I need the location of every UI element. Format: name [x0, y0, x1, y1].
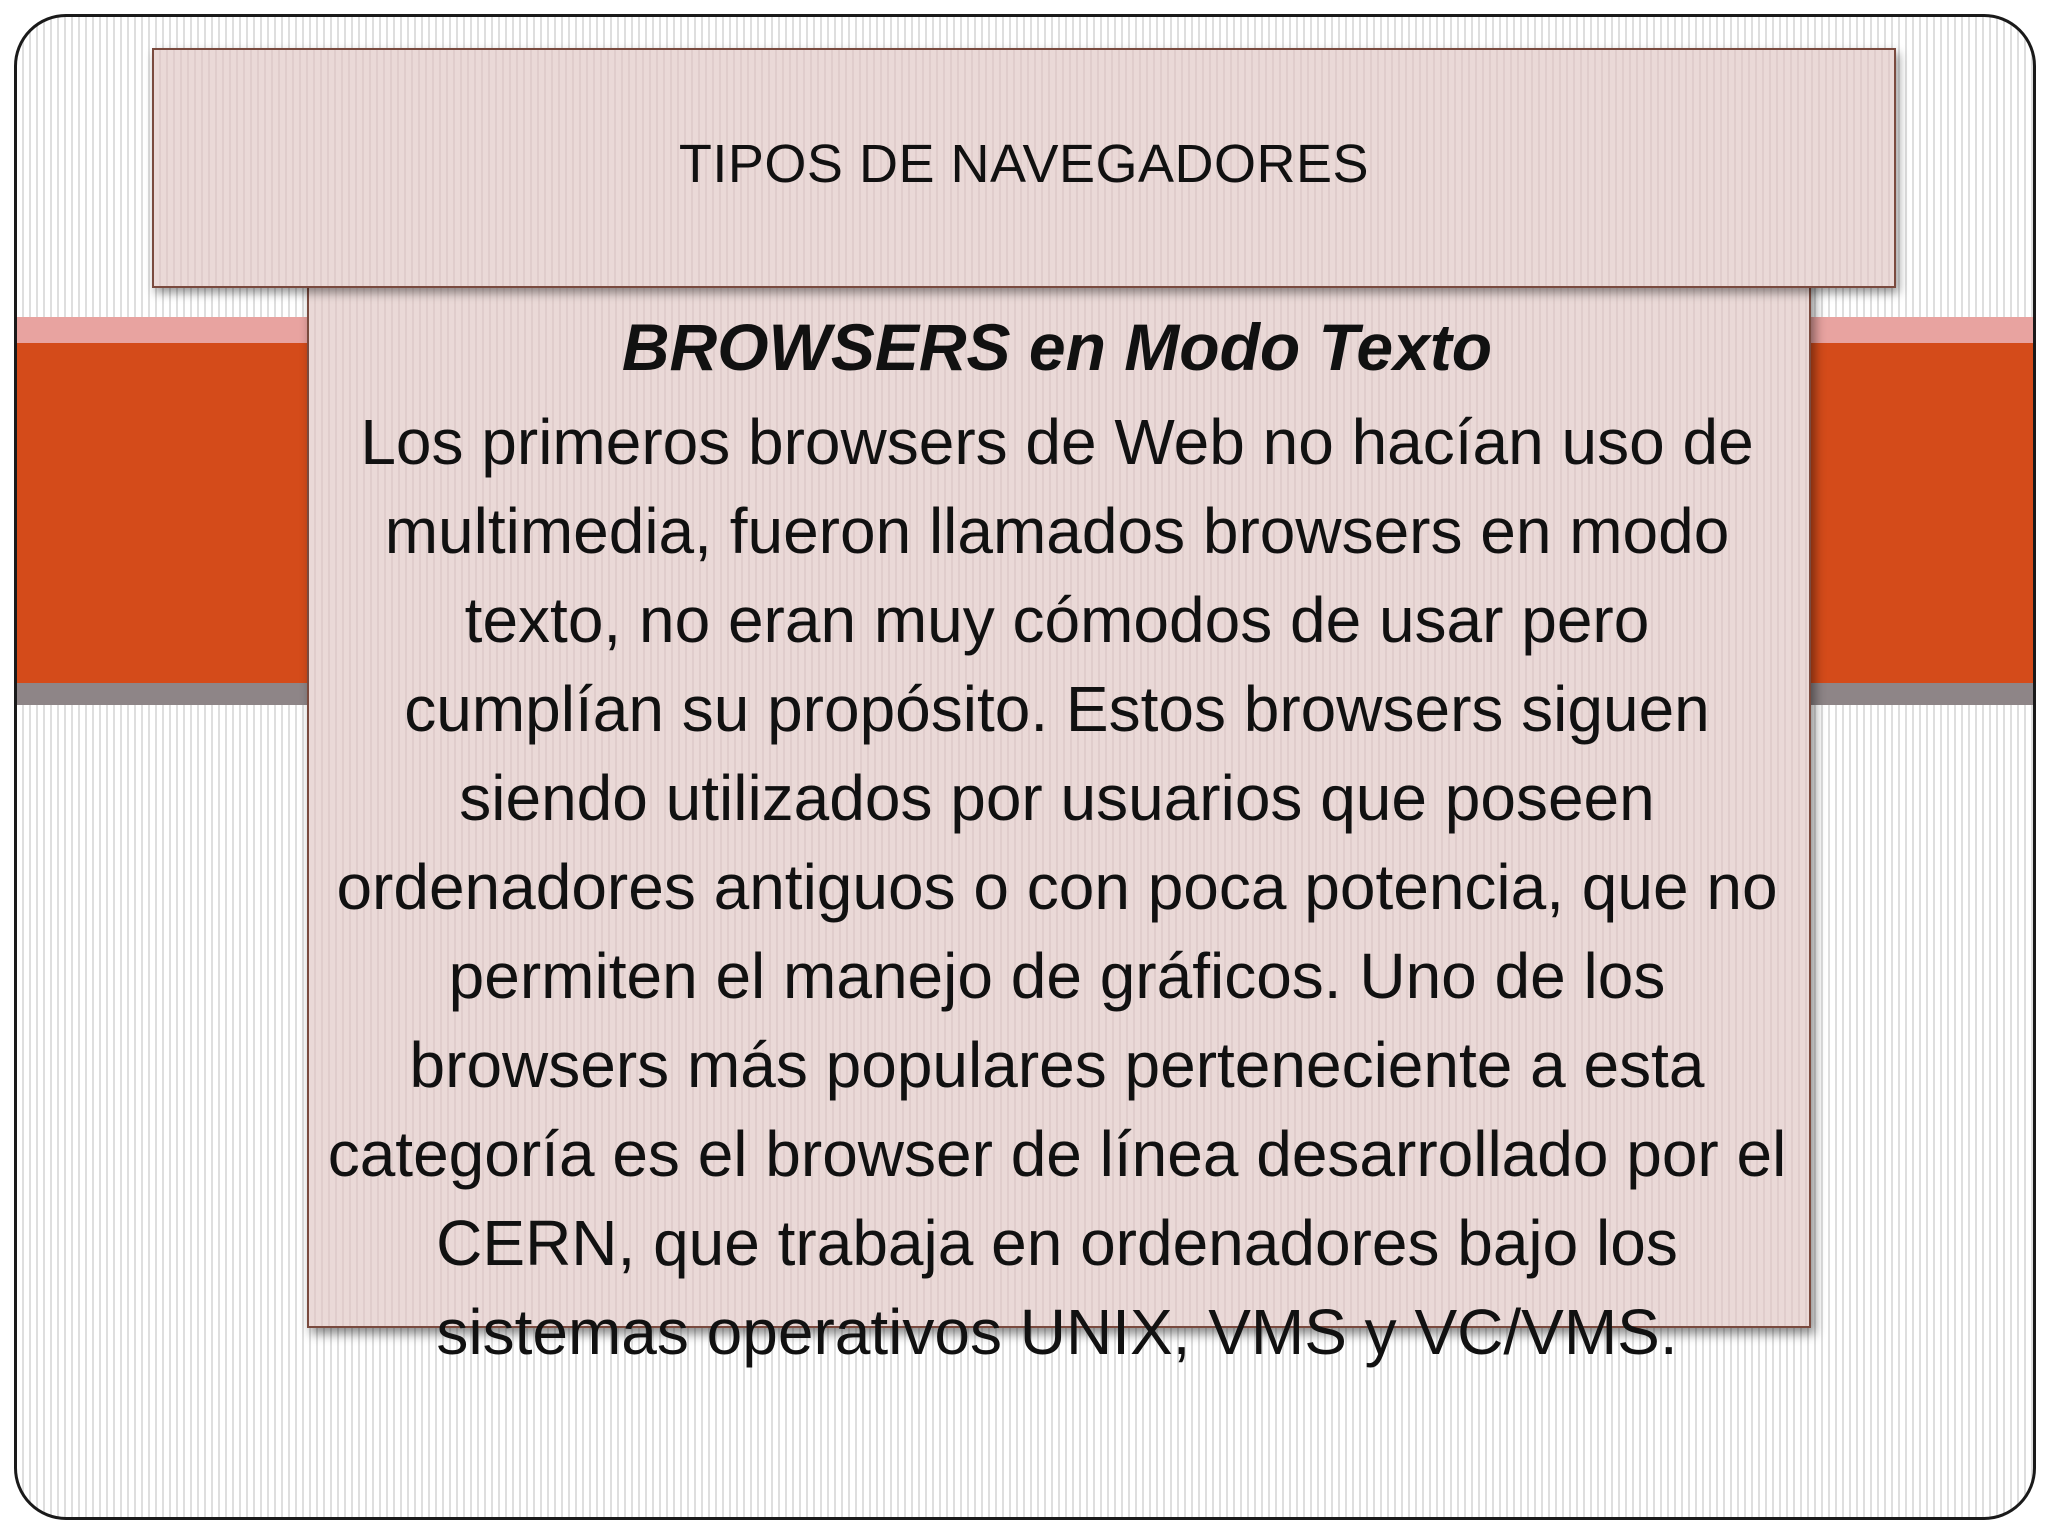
body-paragraph: Los primeros browsers de Web no hacían uso de multimedia, fueron llamados browsers en modo texto, no eran muy cómodos de usar pero cumplían su propósito. Estos browsers siguen siendo utilizados por usuarios que poseen ordenadores antiguos o con poca potencia, que no permiten el manejo de gráficos. Uno de los browsers más populares perteneciente a esta categoría es el browser de línea desarrollado por el CERN, que trabaja en ordenadores bajo los sistemas operativos UNIX, VMS y VC/VMS.	[327, 406, 1787, 1368]
slide-title: TIPOS DE NAVEGADORES	[678, 134, 1370, 194]
section-heading: BROWSERS en Modo Texto	[621, 310, 1493, 384]
title-box	[152, 48, 1896, 288]
text-block	[307, 302, 1807, 1377]
